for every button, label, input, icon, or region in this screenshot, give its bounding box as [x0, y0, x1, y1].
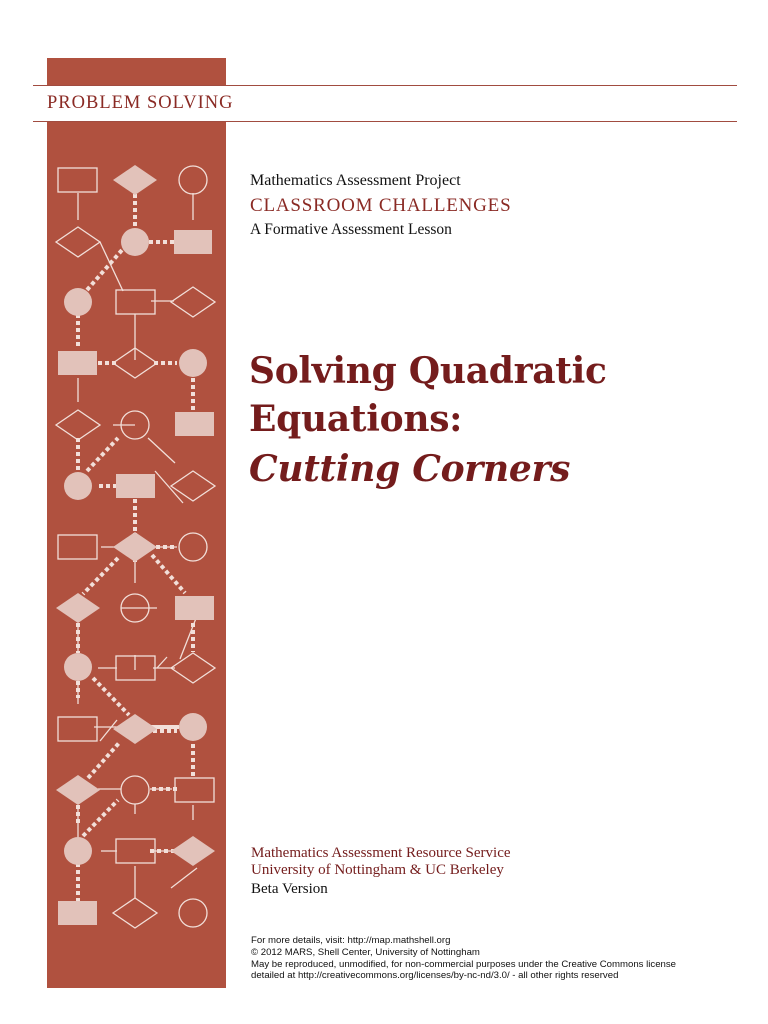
- category-label: PROBLEM SOLVING: [47, 93, 234, 113]
- footer-license: May be reproduced, unmodified, for non-commercial purposes under the Creative Commons license: [251, 959, 676, 970]
- decorative-sidebar: [47, 58, 226, 988]
- footer-details-link: For more details, visit: http://map.mathshell.org: [251, 935, 451, 946]
- project-name: Mathematics Assessment Project: [250, 172, 461, 189]
- version-label: Beta Version: [251, 881, 328, 897]
- title-line-1: Solving Quadratic: [249, 350, 607, 392]
- category-band: [33, 85, 737, 122]
- lesson-type: A Formative Assessment Lesson: [250, 221, 452, 238]
- organization-universities: University of Nottingham & UC Berkeley: [251, 862, 504, 878]
- flowchart-decoration-icon: [47, 58, 226, 988]
- subtitle: Cutting Corners: [249, 448, 571, 490]
- footer-license-url: detailed at http://creativecommons.org/licenses/by-nc-nd/3.0/ - all other rights reserved: [251, 970, 619, 981]
- title-line-2: Equations:: [249, 398, 463, 440]
- organization-name: Mathematics Assessment Resource Service: [251, 845, 511, 861]
- footer-copyright: © 2012 MARS, Shell Center, University of Nottingham: [251, 947, 480, 958]
- series-name: CLASSROOM CHALLENGES: [250, 195, 512, 216]
